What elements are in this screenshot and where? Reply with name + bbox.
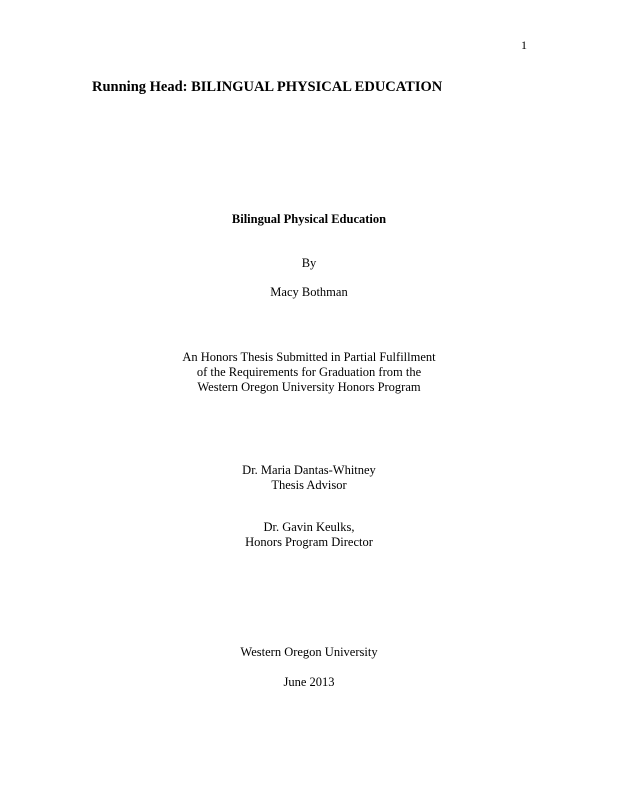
submission-statement	[0, 350, 618, 395]
by-label: By	[301, 256, 317, 270]
advisor-name: Dr. Maria Dantas-Whitney	[242, 463, 376, 477]
director-role: Honors Program Director	[245, 535, 373, 549]
thesis-title: Bilingual Physical Education	[231, 212, 387, 226]
thesis-advisor	[0, 463, 618, 493]
submission-date: June 2013	[283, 675, 335, 689]
statement-line-1: An Honors Thesis Submitted in Partial Fulfillment	[182, 350, 436, 364]
university-name: Western Oregon University	[240, 645, 378, 659]
statement-line-2: of the Requirements for Graduation from the	[196, 365, 422, 379]
page-number: 1	[521, 38, 527, 52]
director-name: Dr. Gavin Keulks,	[263, 520, 355, 534]
author-name: Macy Bothman	[270, 285, 348, 299]
running-head: Running Head: BILINGUAL PHYSICAL EDUCATION	[92, 79, 443, 95]
statement-line-3: Western Oregon University Honors Program	[197, 380, 421, 394]
advisor-role: Thesis Advisor	[271, 478, 347, 492]
program-director	[0, 520, 618, 550]
